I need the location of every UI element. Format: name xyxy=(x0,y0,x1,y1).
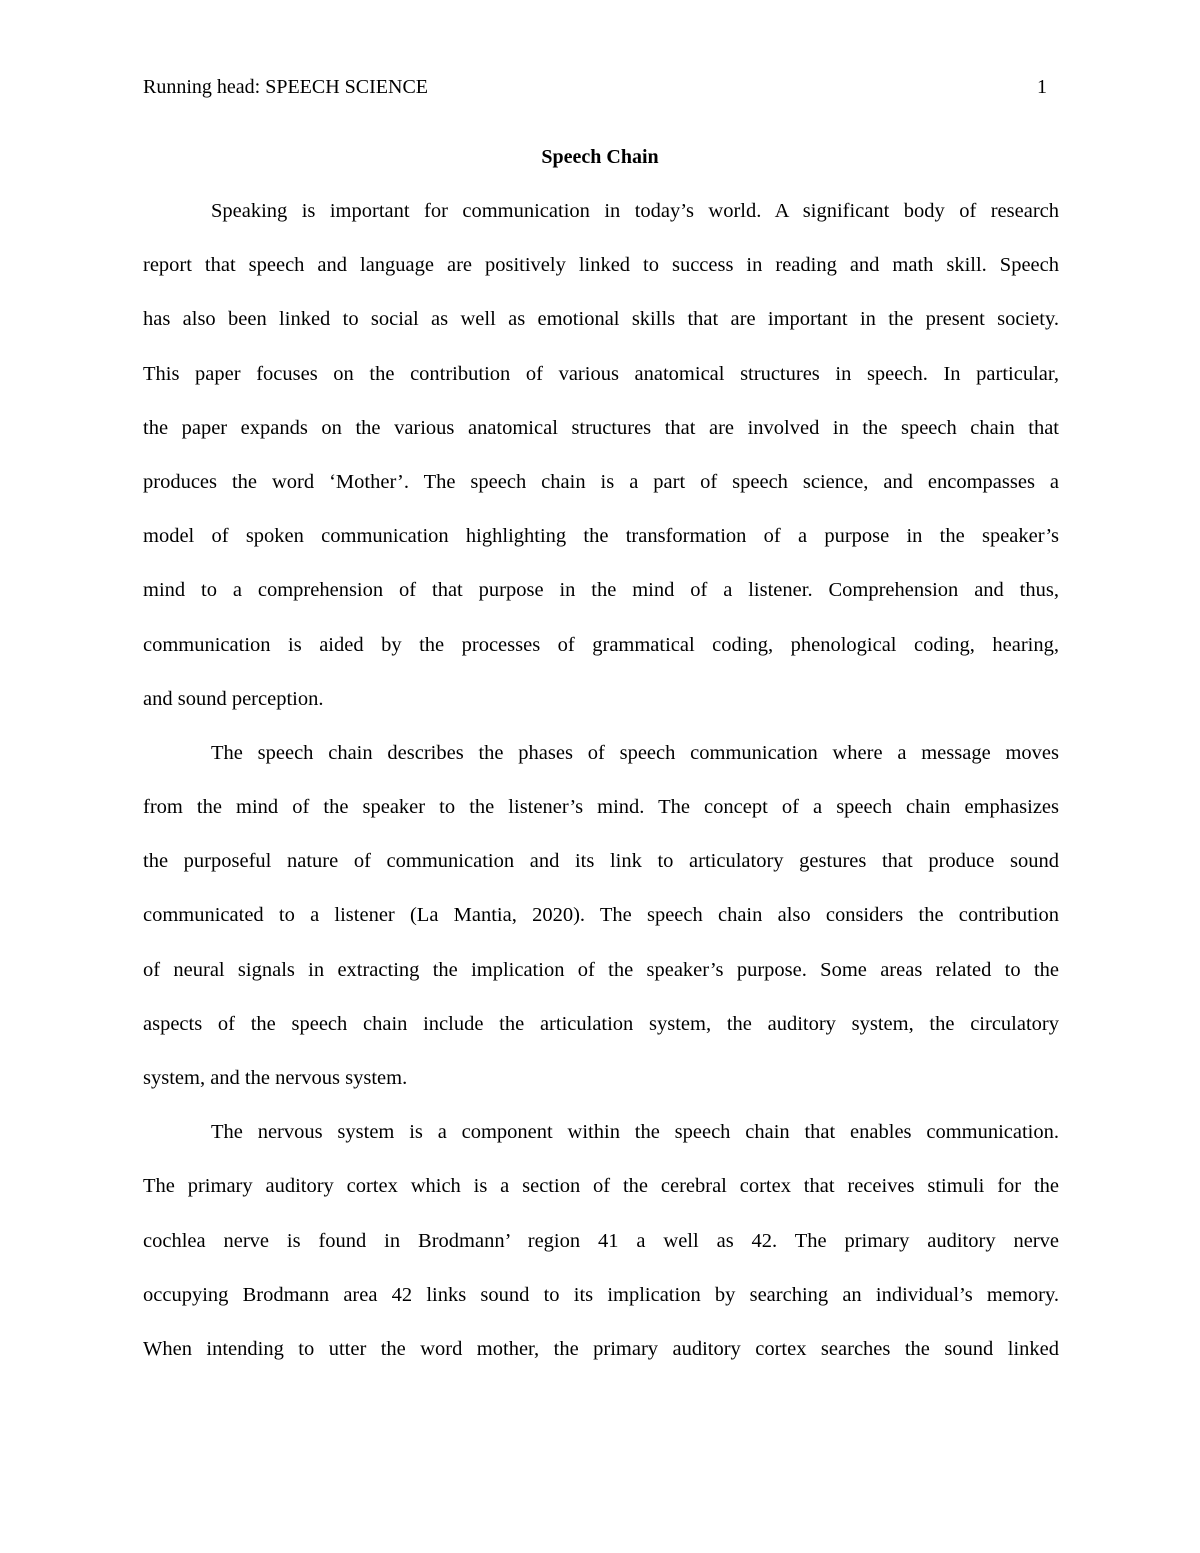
text-line: occupying Brodmann area 42 links sound to its implication by searching an individual’s memory. xyxy=(143,1283,1059,1306)
text-line: communication is aided by the processes of grammatical coding, phenological coding, hearing, xyxy=(143,633,1059,656)
text-line: system, and the nervous system. xyxy=(143,1067,408,1089)
text-line: produces the word ‘Mother’. The speech chain is a part of speech science, and encompasses a xyxy=(143,470,1059,493)
text-line: model of spoken communication highlighting the transformation of a purpose in the speaker’s xyxy=(143,525,1059,548)
text-line: Speaking is important for communication in today’s world. A significant body of research xyxy=(211,200,1059,222)
text-line: the paper expands on the various anatomical structures that are involved in the speech chain that xyxy=(143,416,1059,439)
paragraph-3 xyxy=(143,1105,1059,1376)
paragraph-1 xyxy=(143,184,1059,726)
text-line: The speech chain describes the phases of speech communication where a message moves xyxy=(211,741,1059,764)
text-line: mind to a comprehension of that purpose in the mind of a listener. Comprehension and thus, xyxy=(143,579,1059,602)
text-line: The nervous system is a component within the speech chain that enables communication. xyxy=(211,1121,1059,1144)
text-line: and sound perception. xyxy=(143,687,324,710)
text-line: communicated to a listener (La Mantia, 2020). The speech chain also considers the contribution xyxy=(143,904,1059,927)
text-line: has also been linked to social as well as emotional skills that are important in the present society. xyxy=(143,308,1059,331)
page-header xyxy=(143,72,1047,102)
text-line: The primary auditory cortex which is a section of the cerebral cortex that receives stimuli for the xyxy=(143,1175,1059,1198)
text-line: When intending to utter the word mother, the primary auditory cortex searches the sound linked xyxy=(143,1337,1059,1360)
text-line: cochlea nerve is found in Brodmann’ region 41 a well as 42. The primary auditory nerve xyxy=(143,1229,1059,1252)
text-line: from the mind of the speaker to the listener’s mind. The concept of a speech chain emphasizes xyxy=(143,796,1059,819)
text-line: of neural signals in extracting the implication of the speaker’s purpose. Some areas related to the xyxy=(143,958,1059,981)
paragraph-2 xyxy=(143,726,1059,1105)
text-line: the purposeful nature of communication and its link to articulatory gestures that produce sound xyxy=(143,850,1059,873)
text-line: report that speech and language are positively linked to success in reading and math skill. Speech xyxy=(143,254,1059,277)
document-title: Speech Chain xyxy=(541,146,659,168)
text-line: This paper focuses on the contribution of various anatomical structures in speech. In particular, xyxy=(143,362,1059,385)
running-head: Running head: SPEECH SCIENCE xyxy=(143,76,429,98)
page-number: 1 xyxy=(1037,76,1047,98)
text-line: aspects of the speech chain include the articulation system, the auditory system, the circulatory xyxy=(143,1012,1059,1035)
document-body xyxy=(143,184,1059,1376)
